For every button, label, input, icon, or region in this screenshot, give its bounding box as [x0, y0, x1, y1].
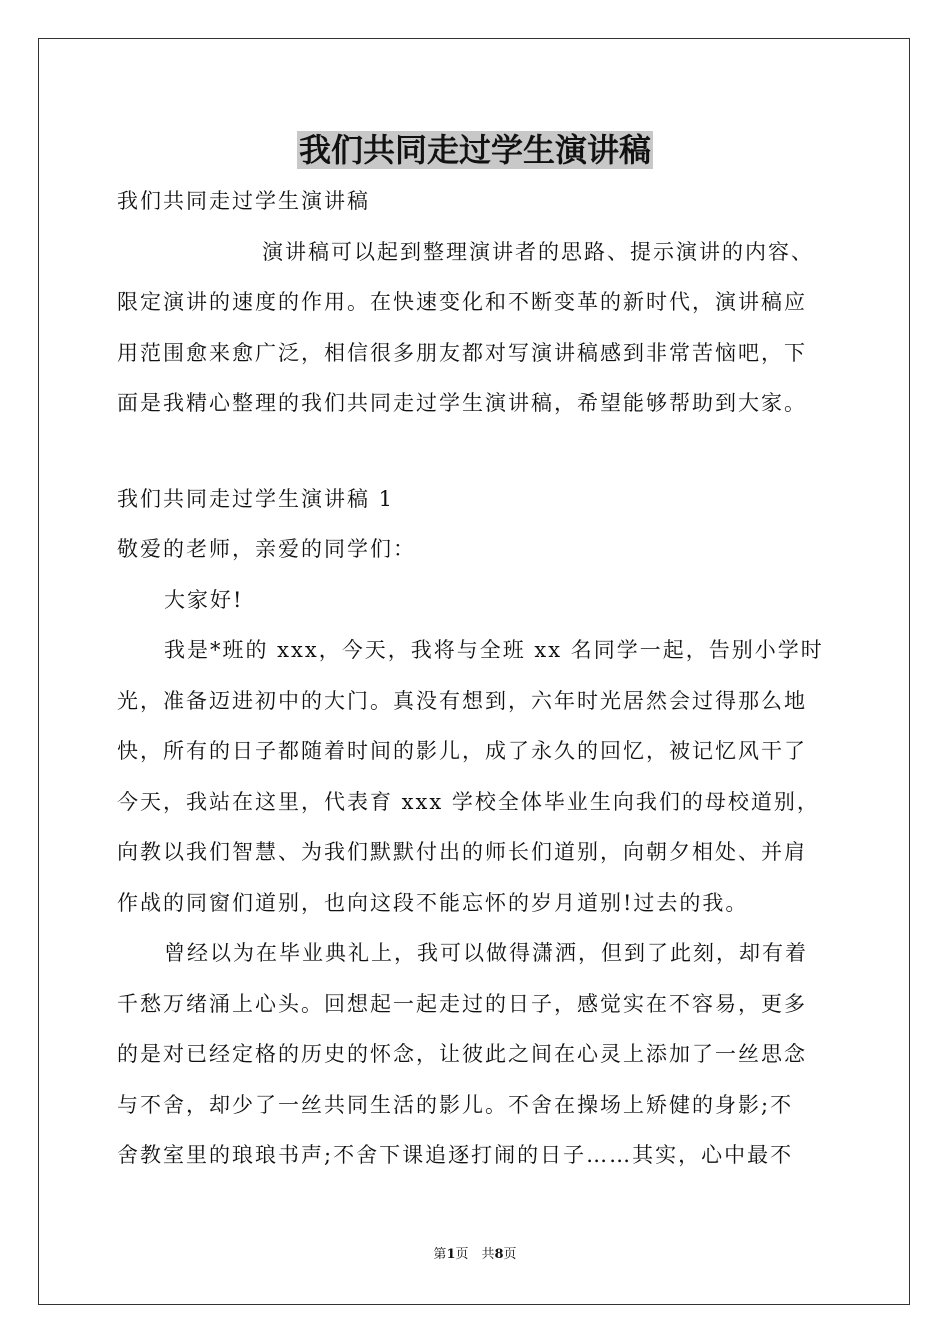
document-body: [117, 176, 835, 1181]
paragraph-line: 今天，我站在这里，代表育 xxx 学校全体毕业生向我们的母校道别，: [117, 789, 820, 814]
paragraph-line: 的是对已经定格的历史的怀念，让彼此之间在心灵上添加了一丝思念: [117, 1042, 807, 1066]
intro-line: 面是我精心整理的我们共同走过学生演讲稿，希望能够帮助到大家。: [117, 391, 807, 415]
paragraph-line: 曾经以为在毕业典礼上，我可以做得潇洒，但到了此刻，却有着: [164, 941, 808, 965]
paragraph-line: 光，准备迈进初中的大门。真没有想到，六年时光居然会过得那么地: [117, 688, 807, 713]
intro-line: 限定演讲的速度的作用。在快速变化和不断变革的新时代，演讲稿应: [117, 290, 807, 314]
total-pages-number: 8: [494, 1247, 504, 1262]
paragraph-line: 我是*班的 xxx，今天，我将与全班 xx 名同学一起，告别小学时: [164, 638, 824, 662]
paragraph-line: 作战的同窗们道别，也向这段不能忘怀的岁月道别!过去的我。: [117, 890, 749, 915]
page-mid: 页 共: [455, 1247, 495, 1262]
greeting: 大家好!: [164, 587, 244, 612]
paragraph-gap: [117, 429, 835, 474]
document-title-text: 我们共同走过学生演讲稿: [298, 131, 651, 169]
subtitle: 我们共同走过学生演讲稿: [117, 189, 370, 213]
intro-line: 演讲稿可以起到整理演讲者的思路、提示演讲的内容、: [262, 239, 814, 264]
intro-line: 用范围愈来愈广泛，相信很多朋友都对写演讲稿感到非常苦恼吧，下: [117, 340, 807, 365]
salutation: 敬爱的老师，亲爱的同学们：: [117, 537, 416, 561]
paragraph-line: 快，所有的日子都随着时间的影儿，成了永久的回忆，被记忆风干了: [117, 739, 807, 763]
page-prefix: 第: [433, 1247, 447, 1262]
paragraph-line: 向教以我们智慧、为我们默默付出的师长们道别，向朝夕相处、并肩: [117, 840, 807, 864]
paragraph-line: 舍教室里的琅琅书声;不舍下课追逐打闹的日子……其实，心中最不: [117, 1143, 794, 1167]
paragraph-line: 与不舍，却少了一丝共同生活的影儿。不舍在操场上矫健的身影;不: [117, 1092, 794, 1117]
paragraph-line: 千愁万绪涌上心头。回想起一起走过的日子，感觉实在不容易，更多: [117, 991, 807, 1016]
section-heading: 我们共同走过学生演讲稿 1: [117, 486, 395, 511]
page-footer: [0, 1246, 950, 1264]
current-page-number: 1: [446, 1247, 456, 1262]
document-title: [0, 126, 950, 174]
page-suffix: 页: [503, 1247, 517, 1262]
